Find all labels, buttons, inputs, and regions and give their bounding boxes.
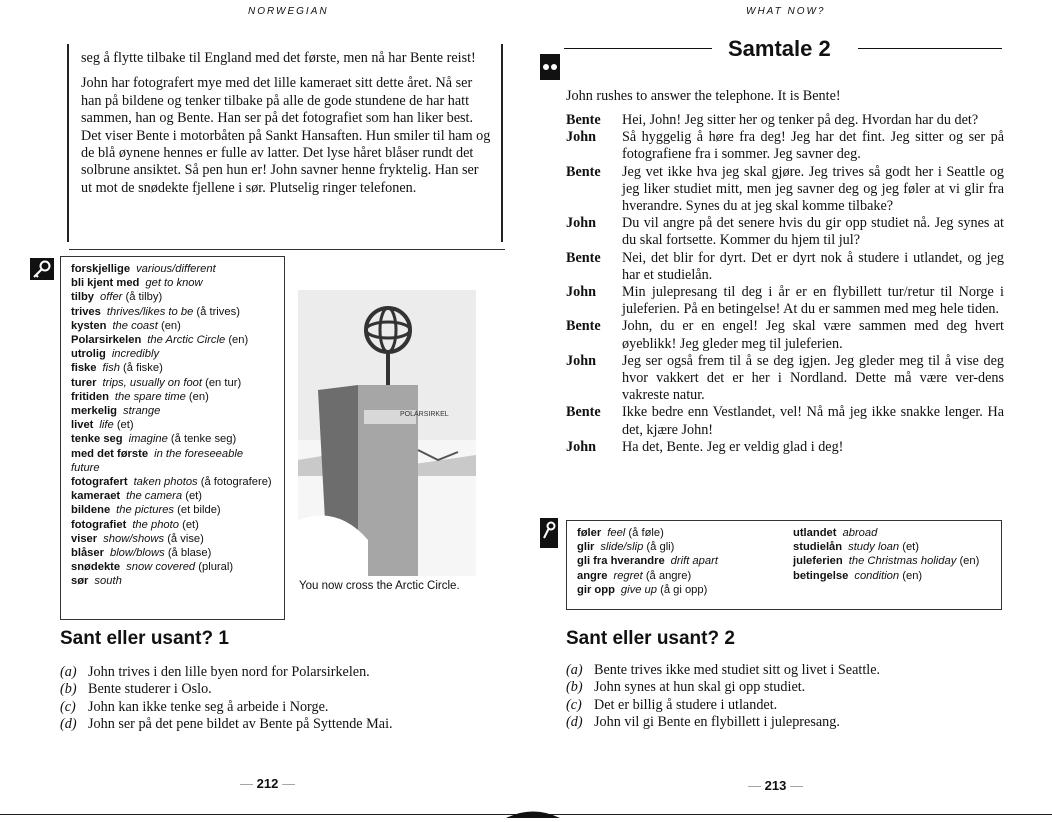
vocab-gloss: in the foreseeable future [71, 447, 244, 474]
speaker-name: John [566, 129, 596, 146]
arctic-circle-photo [298, 290, 476, 576]
vocab-note: (å fiske) [123, 362, 163, 375]
vocab-note: (å trives) [196, 305, 240, 318]
exercise-item [566, 697, 1006, 714]
vocab-word: tilby [71, 291, 94, 304]
vocab-word: turer [71, 376, 97, 389]
vocab-column-right [793, 526, 991, 604]
speaker-text: Nei, det blir for dyrt. Det er dyrt nok å studere i utlandet, og jeg har et studielån. [622, 249, 1004, 283]
photo-sign-text: POLARSIRKEL [400, 411, 449, 418]
vocab-entry [793, 526, 991, 540]
vocab-entry [71, 361, 274, 375]
photo-caption: You now cross the Arctic Circle. [299, 580, 460, 592]
vocab-entry [71, 489, 274, 503]
vocab-word: sør [71, 575, 89, 588]
exercise-item [566, 714, 1006, 731]
speaker-name: John [566, 215, 596, 232]
vocab-word: angre [577, 569, 608, 582]
vocab-gloss: life [99, 419, 114, 432]
vocab-word: fotografert [71, 476, 128, 489]
vocab-word: studielån [793, 541, 843, 554]
speaker-name: Bente [566, 318, 601, 335]
exercise-letter: (a) [60, 664, 77, 680]
vocab-entry [71, 475, 274, 489]
vocab-gloss: fish [102, 362, 120, 375]
vocab-entry [793, 554, 991, 568]
vocab-note: (en) [188, 390, 209, 403]
exercise-item [60, 716, 500, 733]
vocab-gloss: thrives/likes to be [106, 305, 194, 318]
vocab-gloss: south [94, 575, 122, 588]
vocab-note: (en) [228, 334, 249, 347]
vocab-word: kameraet [71, 490, 121, 503]
vocab-gloss: drift apart [670, 555, 718, 568]
vocab-gloss: the camera [126, 490, 183, 503]
vocab-note: (et) [182, 518, 199, 531]
vocab-entry [577, 569, 793, 583]
vocab-word: livet [71, 419, 94, 432]
exercise-text: John kan ikke tenke seg å arbeide i Norge. [88, 698, 329, 715]
exercise-text: John trives i den lille byen nord for Polarsirkelen. [88, 664, 370, 680]
story-box [67, 44, 503, 242]
vocab-gloss: the pictures [116, 504, 175, 517]
vocab-gloss: blow/blows [109, 547, 165, 560]
vocab-entry [793, 540, 991, 554]
exercise-text: Det er billig å studere i utlandet. [594, 696, 778, 713]
exercise-letter: (c) [60, 698, 76, 715]
vocab-word: betingelse [793, 569, 849, 582]
dialogue-line [566, 215, 1004, 249]
vocab-note: (et) [185, 490, 202, 503]
speaker-text: Jeg vet ikke hva jeg skal gjøre. Jeg trives så godt her i Seattle og jeg liker studiet mitt, men jeg savner deg og jeg føler at vi glir fra hverandre. Synes du at jeg skal komme tilbake? [622, 163, 1004, 215]
speaker-name: John [566, 284, 596, 301]
vocab-note: (å føle) [628, 527, 664, 539]
vocab-word: forskjellige [71, 263, 131, 275]
exercise-text: Bente trives ikke med studiet sitt og livet i Seattle. [594, 662, 881, 678]
exercise-text: Bente studerer i Oslo. [88, 681, 212, 698]
dialogue-line [566, 439, 1004, 456]
vocab-note: (å angre) [645, 569, 692, 582]
vocab-entry [577, 583, 793, 597]
vocab-note: (å gli) [646, 541, 675, 554]
vocab-entry [71, 418, 274, 432]
vocab-word: blåser [71, 547, 104, 560]
vocab-gloss: condition [854, 569, 900, 582]
vocab-entry [577, 526, 793, 540]
vocab-entry [71, 319, 274, 333]
dialogue-line [566, 318, 1004, 352]
vocab-gloss: study loan [848, 541, 900, 554]
exercise-item [566, 679, 1006, 696]
dialogue-line [566, 164, 1004, 216]
vocab-note: (et) [116, 419, 134, 432]
key-vocabulary-icon [30, 258, 54, 285]
vocab-word: bildene [71, 504, 111, 517]
speaker-text: Du vil angre på det senere hvis du gir opp studiet nå. Jeg synes at du skal fortsette. Kommer du hjem til jul? [622, 215, 1004, 249]
vocab-note: (en tur) [205, 376, 242, 389]
speaker-text: Hei, John! Jeg sitter her og tenker på deg. Hvordan har du det? [622, 112, 979, 128]
vocab-entry [71, 432, 274, 446]
title-rule-right [858, 48, 1002, 49]
vocab-gloss: show/shows [103, 532, 165, 545]
speaker-text: Ha det, Bente. Jeg er veldig glad i deg! [622, 438, 844, 455]
vocab-word: utlandet [793, 527, 837, 539]
vocab-word: trives [71, 305, 101, 318]
vocab-gloss: snow covered [126, 561, 196, 574]
vocab-word: snødekte [71, 561, 121, 574]
key-vocabulary-icon-2 [540, 518, 558, 553]
vocab-gloss: get to know [145, 277, 203, 290]
exercise-text: John ser på det pene bildet av Bente på Syttende Mai. [88, 716, 393, 733]
speaker-text: Jeg ser også frem til å se deg igjen. Jeg gleder meg til å vise deg hvor vakkert det er her i Nordland. Dette må være ver-dens vakreste natur. [622, 352, 1004, 404]
dialogue [566, 112, 1004, 456]
vocab-gloss: strange [123, 405, 161, 418]
binding-mark [506, 806, 560, 822]
vocab-column-left [577, 526, 793, 604]
vocab-entry [71, 546, 274, 560]
vocab-note: (å tilby) [125, 291, 163, 304]
speaker-text: John, du er en engel! Jeg skal være sammen med deg hvert øyeblikk! Jeg gleder meg til juleferien. [622, 318, 1004, 352]
vocab-gloss: incredibly [111, 348, 160, 361]
vocab-gloss: imagine [128, 433, 168, 446]
speaker-text: Så hyggelig å høre fra deg! Jeg har det fint. Jeg sitter og ser på fotografiene fra i sommer. Jeg savner deg. [622, 129, 1004, 163]
exercise-text: John vil gi Bente en flybillett i julepresang. [594, 714, 840, 731]
vocab-note: (å blase) [167, 547, 212, 560]
vocab-note: (et) [902, 541, 919, 554]
vocab-gloss: the coast [112, 319, 158, 332]
vocab-entry [71, 574, 274, 588]
page-number-213: 213 [764, 778, 787, 793]
speaker-name: John [566, 438, 596, 455]
story-paragraph-2: John har fotografert mye med det lille kameraet sitt dette året. Nå ser han på bildene og tenker tilbake på alle de gode stundene de har hatt sammen, han og Bente. Han ser på det fotografiet som han liker best. Det viser Bente i motorbåten på Sankt Hansaften. Hun smiler til ham og de blå øynene hennes er fulle av latter. Det lyse håret blåser rundt det solbrune ansiktet. Så pen hun er! John savner henne fryktelig. Han ser ut mot de snødekte fjellene i sør. Plutselig ringer telefonen. [81, 75, 491, 196]
dialogue-line [566, 250, 1004, 284]
exercise-letter: (d) [566, 714, 583, 731]
vocab-word: viser [71, 532, 98, 545]
dialogue-line [566, 284, 1004, 318]
vocab-gloss: various/different [136, 263, 216, 275]
vocab-gloss: feel [607, 527, 626, 539]
vocab-gloss: give up [620, 583, 657, 596]
vocab-entry [71, 333, 274, 347]
speaker-name: Bente [566, 404, 601, 421]
vocab-note: (en) [902, 569, 923, 582]
vocab-gloss: the Christmas holiday [848, 555, 957, 568]
exercise-1-list [60, 664, 500, 734]
vocab-gloss: slide/slip [600, 541, 644, 554]
vocab-gloss: abroad [842, 527, 878, 539]
vocab-entry [71, 290, 274, 304]
vocab-note: (å vise) [167, 532, 204, 545]
exercise-text: John synes at hun skal gi opp studiet. [594, 679, 806, 696]
vocab-entry [71, 347, 274, 361]
speaker-name: Bente [566, 249, 601, 266]
speaker-text: Min julepresang til deg i år er en flybillett tur/retur til Norge i juleferien. På en betingelse! At du er sammen med meg hele tiden. [622, 284, 1004, 318]
vocab-entry [71, 447, 274, 475]
vocab-entry [577, 554, 793, 568]
vocab-word: Polarsirkelen [71, 334, 142, 347]
vocab-word: fotografiet [71, 518, 127, 531]
vocabulary-box [60, 256, 285, 620]
vocab-gloss: the photo [132, 518, 179, 531]
vocab-entry [71, 560, 274, 574]
speaker-name: Bente [566, 112, 601, 128]
dialogue-line [566, 404, 1004, 438]
vocab-word: fritiden [71, 390, 109, 403]
left-running-head: NORWEGIAN [248, 6, 329, 17]
dialogue-line [566, 112, 1004, 129]
vocab-entry [71, 305, 274, 319]
exercise-2-title: Sant eller usant? 2 [566, 628, 735, 649]
vocab-note: (å fotografere) [200, 476, 272, 489]
title-rule-left [564, 48, 712, 49]
exercise-item [60, 681, 500, 698]
section-title: Samtale 2 [728, 36, 831, 61]
vocab-entry [71, 503, 274, 517]
vocab-word: gir opp [577, 583, 615, 596]
speaker-name: Bente [566, 163, 601, 180]
page-number-212: 212 [256, 776, 279, 791]
vocab-word: med det første [71, 447, 149, 460]
exercise-letter: (b) [60, 681, 77, 698]
exercise-letter: (d) [60, 716, 77, 733]
vocab-word: merkelig [71, 405, 118, 418]
vocab-word: fiske [71, 362, 97, 375]
vocab-word: juleferien [793, 555, 843, 568]
vocab-word: utrolig [71, 348, 106, 361]
vocab-note: (en) [959, 555, 980, 568]
dialogue-vocabulary-box [566, 520, 1002, 610]
exercise-letter: (b) [566, 679, 583, 696]
vocab-entry [577, 540, 793, 554]
vocab-entry [71, 390, 274, 404]
exercise-letter: (c) [566, 696, 582, 713]
vocab-word: bli kjent med [71, 277, 140, 290]
exercise-item [60, 699, 500, 716]
vocab-gloss: regret [613, 569, 643, 582]
dialogue-line [566, 129, 1004, 163]
vocab-gloss: offer [100, 291, 123, 304]
vocab-note: (plural) [198, 561, 234, 574]
vocab-entry [793, 569, 991, 583]
vocab-entry [71, 518, 274, 532]
vocab-note: (en) [160, 319, 181, 332]
speaker-name: John [566, 352, 596, 369]
exercise-1-title: Sant eller usant? 1 [60, 628, 229, 649]
vocab-entry [71, 532, 274, 546]
vocab-entry [71, 404, 274, 418]
exercise-item [566, 662, 1006, 679]
right-page-number: — 213 — [748, 778, 803, 793]
vocab-word: føler [577, 527, 602, 539]
vocab-word: kysten [71, 319, 107, 332]
vocab-gloss: the spare time [114, 390, 186, 403]
left-page-number: — 212 — [240, 776, 295, 791]
vocab-note: (å gi opp) [660, 583, 708, 596]
exercise-letter: (a) [566, 662, 583, 678]
exercise-item [60, 664, 500, 681]
vocab-note: (et bilde) [177, 504, 221, 517]
dialogue-intro: John rushes to answer the telephone. It is Bente! [566, 88, 841, 104]
vocab-gloss: trips, usually on foot [102, 376, 202, 389]
vocab-gloss: the Arctic Circle [147, 334, 226, 347]
right-running-head: WHAT NOW? [746, 6, 826, 17]
vocab-entry [71, 276, 274, 290]
story-paragraph-1: seg å flytte tilbake til England med det første, men nå har Bente reist! [81, 50, 476, 66]
vocab-entry [71, 262, 274, 276]
vocab-word: gli fra hverandre [577, 555, 665, 568]
vocab-note: (å tenke seg) [170, 433, 237, 446]
vocab-word: tenke seg [71, 433, 123, 446]
vocab-word: glir [577, 541, 595, 554]
dialogue-line [566, 353, 1004, 405]
exercise-2-list [566, 662, 1006, 732]
audio-cassette-icon [540, 54, 560, 85]
speaker-text: Ikke bedre enn Vestlandet, vel! Nå må jeg ikke snakke lenger. Ha det, kjære John! [622, 404, 1004, 438]
vocab-entry [71, 376, 274, 390]
vocab-gloss: taken photos [133, 476, 198, 489]
